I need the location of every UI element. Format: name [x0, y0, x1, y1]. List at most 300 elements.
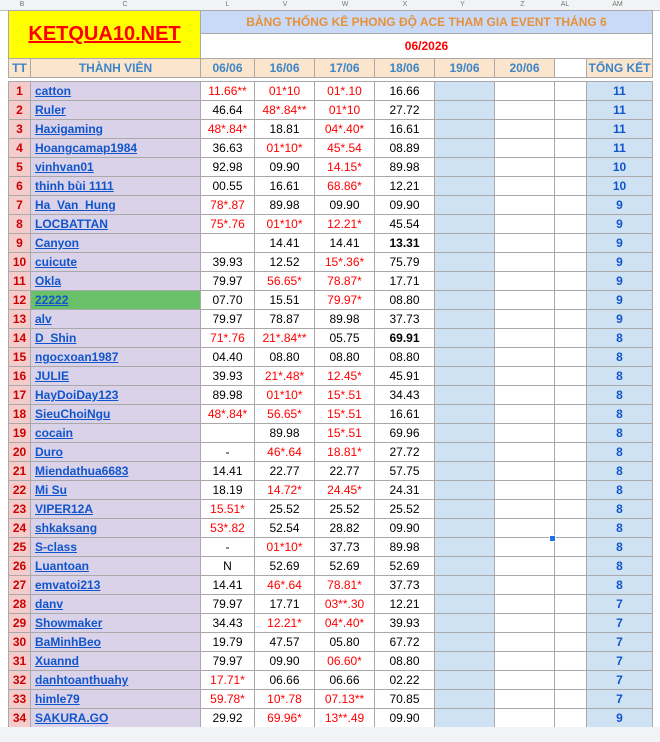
header-total[interactable]: TỔNG KẾT	[587, 59, 653, 78]
score-cell-empty[interactable]	[495, 633, 555, 652]
score-cell[interactable]: 36.63	[201, 139, 255, 158]
score-cell-empty[interactable]	[495, 101, 555, 120]
member-name[interactable]: alv	[31, 310, 201, 329]
score-cell-empty[interactable]	[435, 405, 495, 424]
score-cell-empty[interactable]	[495, 538, 555, 557]
score-cell[interactable]: 18.19	[201, 481, 255, 500]
score-cell-empty[interactable]	[495, 462, 555, 481]
row-number[interactable]: 14	[9, 329, 31, 348]
total-cell[interactable]: 8	[587, 500, 653, 519]
score-cell-empty[interactable]	[495, 234, 555, 253]
score-cell-empty[interactable]	[495, 348, 555, 367]
score-cell[interactable]: 68.86*	[315, 177, 375, 196]
total-cell[interactable]: 11	[587, 120, 653, 139]
score-cell[interactable]: 11.66**	[201, 82, 255, 101]
row-number[interactable]: 6	[9, 177, 31, 196]
member-name[interactable]: Ruler	[31, 101, 201, 120]
score-cell-empty[interactable]	[435, 671, 495, 690]
score-cell[interactable]: 75.79	[375, 253, 435, 272]
header-date-1[interactable]: 06/06	[201, 59, 255, 78]
row-number[interactable]: 13	[9, 310, 31, 329]
score-cell[interactable]: 03**.30	[315, 595, 375, 614]
score-cell[interactable]: 24.45*	[315, 481, 375, 500]
spacer-cell[interactable]	[555, 348, 587, 367]
score-cell-empty[interactable]	[495, 215, 555, 234]
score-cell[interactable]: 75*.76	[201, 215, 255, 234]
score-cell[interactable]: 39.93	[201, 367, 255, 386]
score-cell[interactable]: 71*.76	[201, 329, 255, 348]
total-cell[interactable]: 7	[587, 690, 653, 709]
score-cell[interactable]: 12.21*	[255, 614, 315, 633]
header-date-6[interactable]: 20/06	[495, 59, 555, 78]
score-cell[interactable]: 39.93	[201, 253, 255, 272]
member-name[interactable]: shkaksang	[31, 519, 201, 538]
score-cell[interactable]: 01*10*	[255, 386, 315, 405]
header-date-3[interactable]: 17/06	[315, 59, 375, 78]
score-cell[interactable]: 46.64	[201, 101, 255, 120]
score-cell[interactable]: 17.71*	[201, 671, 255, 690]
member-name[interactable]: Miendathua6683	[31, 462, 201, 481]
spacer-cell[interactable]	[555, 671, 587, 690]
score-cell-empty[interactable]	[435, 367, 495, 386]
spacer-cell[interactable]	[555, 253, 587, 272]
member-name[interactable]: ngocxoan1987	[31, 348, 201, 367]
spacer-cell[interactable]	[555, 215, 587, 234]
score-cell[interactable]: 13.31	[375, 234, 435, 253]
score-cell[interactable]: 05.75	[315, 329, 375, 348]
score-cell[interactable]: 22.77	[255, 462, 315, 481]
score-cell[interactable]: 37.73	[375, 310, 435, 329]
spacer-cell[interactable]	[555, 614, 587, 633]
score-cell-empty[interactable]	[495, 424, 555, 443]
score-cell[interactable]: 37.73	[375, 576, 435, 595]
score-cell[interactable]: 14.41	[201, 462, 255, 481]
total-cell[interactable]: 8	[587, 367, 653, 386]
col-letter-am[interactable]: AM	[612, 1, 623, 8]
score-cell[interactable]: 25.52	[255, 500, 315, 519]
score-cell[interactable]: N	[201, 557, 255, 576]
score-cell[interactable]: 29.92	[201, 709, 255, 728]
score-cell[interactable]: 14.41	[255, 234, 315, 253]
row-number[interactable]: 1	[9, 82, 31, 101]
score-cell[interactable]: 15*.51	[315, 386, 375, 405]
score-cell-empty[interactable]	[435, 481, 495, 500]
score-cell[interactable]: 53*.82	[201, 519, 255, 538]
month-cell[interactable]: 06/2026	[201, 34, 653, 59]
member-name[interactable]: himle79	[31, 690, 201, 709]
score-cell[interactable]: 28.82	[315, 519, 375, 538]
score-cell[interactable]: 25.52	[315, 500, 375, 519]
total-cell[interactable]: 8	[587, 481, 653, 500]
spacer-cell[interactable]	[555, 386, 587, 405]
score-cell[interactable]: 59.78*	[201, 690, 255, 709]
row-number[interactable]: 29	[9, 614, 31, 633]
score-cell[interactable]: 07.70	[201, 291, 255, 310]
member-name[interactable]: SieuChoiNgu	[31, 405, 201, 424]
score-cell[interactable]: 27.72	[375, 443, 435, 462]
sheet-title[interactable]: BẢNG THỐNG KÊ PHONG ĐỘ ACE THAM GIA EVENT THÁNG 6	[201, 11, 653, 34]
score-cell[interactable]: 70.85	[375, 690, 435, 709]
col-letter-y[interactable]: Y	[460, 1, 465, 8]
score-cell[interactable]: 01*.10	[315, 82, 375, 101]
spacer-cell[interactable]	[555, 690, 587, 709]
row-number[interactable]: 16	[9, 367, 31, 386]
member-name[interactable]: Canyon	[31, 234, 201, 253]
score-cell-empty[interactable]	[435, 538, 495, 557]
score-cell[interactable]: 56.65*	[255, 272, 315, 291]
score-cell[interactable]: 02.22	[375, 671, 435, 690]
score-cell[interactable]: 12.45*	[315, 367, 375, 386]
score-cell-empty[interactable]	[495, 329, 555, 348]
brand-logo-cell[interactable]	[9, 11, 201, 59]
member-name[interactable]: Luantoan	[31, 557, 201, 576]
score-cell[interactable]: 89.98	[255, 196, 315, 215]
total-cell[interactable]: 8	[587, 329, 653, 348]
row-number[interactable]: 17	[9, 386, 31, 405]
row-number[interactable]: 3	[9, 120, 31, 139]
member-name[interactable]: cocain	[31, 424, 201, 443]
spacer-cell[interactable]	[555, 59, 587, 78]
score-cell[interactable]: 22.77	[315, 462, 375, 481]
spacer-cell[interactable]	[555, 709, 587, 728]
total-cell[interactable]: 8	[587, 443, 653, 462]
score-cell[interactable]: 79.97	[201, 595, 255, 614]
member-name[interactable]: 22222	[31, 291, 201, 310]
score-cell-empty[interactable]	[495, 443, 555, 462]
score-cell[interactable]: 12.52	[255, 253, 315, 272]
score-cell[interactable]: 14.41	[315, 234, 375, 253]
score-cell[interactable]	[201, 234, 255, 253]
score-cell-empty[interactable]	[495, 595, 555, 614]
score-cell-empty[interactable]	[435, 519, 495, 538]
spacer-cell[interactable]	[555, 196, 587, 215]
score-cell[interactable]: 04*.40*	[315, 120, 375, 139]
score-cell[interactable]: 15.51*	[201, 500, 255, 519]
member-name[interactable]: Showmaker	[31, 614, 201, 633]
score-cell[interactable]: 06.60*	[315, 652, 375, 671]
score-cell-empty[interactable]	[435, 253, 495, 272]
row-number[interactable]: 12	[9, 291, 31, 310]
score-cell[interactable]: 21*.84**	[255, 329, 315, 348]
row-number[interactable]: 9	[9, 234, 31, 253]
col-letter-w[interactable]: W	[341, 1, 349, 8]
score-cell-empty[interactable]	[495, 481, 555, 500]
spacer-cell[interactable]	[555, 633, 587, 652]
score-cell[interactable]: 79.97	[201, 652, 255, 671]
total-cell[interactable]: 8	[587, 462, 653, 481]
header-date-4[interactable]: 18/06	[375, 59, 435, 78]
total-cell[interactable]: 7	[587, 671, 653, 690]
score-cell-empty[interactable]	[435, 234, 495, 253]
score-cell-empty[interactable]	[495, 158, 555, 177]
score-cell-empty[interactable]	[435, 500, 495, 519]
member-name[interactable]: Xuannd	[31, 652, 201, 671]
total-cell[interactable]: 8	[587, 519, 653, 538]
total-cell[interactable]: 7	[587, 595, 653, 614]
col-letter-z[interactable]: Z	[520, 1, 525, 8]
score-cell[interactable]: 01*10*	[255, 538, 315, 557]
score-cell[interactable]: 92.98	[201, 158, 255, 177]
score-cell[interactable]: 45.91	[375, 367, 435, 386]
score-cell[interactable]: 06.66	[315, 671, 375, 690]
score-cell[interactable]: 00.55	[201, 177, 255, 196]
total-cell[interactable]: 9	[587, 291, 653, 310]
member-name[interactable]: thinh bùi 1111	[31, 177, 201, 196]
member-name[interactable]: Hoangcamap1984	[31, 139, 201, 158]
score-cell[interactable]: 52.69	[315, 557, 375, 576]
score-cell[interactable]: 16.61	[375, 120, 435, 139]
score-cell[interactable]: 17.71	[255, 595, 315, 614]
score-cell-empty[interactable]	[435, 614, 495, 633]
score-cell[interactable]: 89.98	[255, 424, 315, 443]
spacer-cell[interactable]	[555, 234, 587, 253]
score-cell-empty[interactable]	[495, 614, 555, 633]
score-cell[interactable]: 79.97	[201, 310, 255, 329]
total-cell[interactable]: 8	[587, 557, 653, 576]
score-cell[interactable]: 08.80	[255, 348, 315, 367]
score-cell[interactable]: 37.73	[315, 538, 375, 557]
col-letter-al[interactable]: AL	[560, 1, 570, 8]
score-cell-empty[interactable]	[435, 348, 495, 367]
score-cell[interactable]: 24.31	[375, 481, 435, 500]
spacer-cell[interactable]	[555, 272, 587, 291]
total-cell[interactable]: 9	[587, 234, 653, 253]
spacer-cell[interactable]	[555, 177, 587, 196]
score-cell[interactable]: 48*.84*	[201, 120, 255, 139]
score-cell[interactable]: 78.87*	[315, 272, 375, 291]
row-number[interactable]: 34	[9, 709, 31, 728]
spacer-cell[interactable]	[555, 424, 587, 443]
spacer-cell[interactable]	[555, 310, 587, 329]
row-number[interactable]: 15	[9, 348, 31, 367]
row-number[interactable]: 23	[9, 500, 31, 519]
score-cell[interactable]: 18.81*	[315, 443, 375, 462]
row-number[interactable]: 2	[9, 101, 31, 120]
spacer-cell[interactable]	[555, 500, 587, 519]
spacer-cell[interactable]	[555, 405, 587, 424]
score-cell-empty[interactable]	[435, 633, 495, 652]
score-cell[interactable]: -	[201, 538, 255, 557]
score-cell-empty[interactable]	[495, 120, 555, 139]
row-number[interactable]: 27	[9, 576, 31, 595]
score-cell[interactable]: 19.79	[201, 633, 255, 652]
score-cell[interactable]: 52.69	[255, 557, 315, 576]
score-cell-empty[interactable]	[495, 177, 555, 196]
member-name[interactable]: S-class	[31, 538, 201, 557]
row-number[interactable]: 5	[9, 158, 31, 177]
score-cell-empty[interactable]	[495, 576, 555, 595]
score-cell-empty[interactable]	[435, 310, 495, 329]
score-cell[interactable]: 89.98	[201, 386, 255, 405]
spacer-cell[interactable]	[555, 519, 587, 538]
score-cell[interactable]: 05.80	[315, 633, 375, 652]
score-cell[interactable]: -	[201, 443, 255, 462]
score-cell[interactable]: 89.98	[315, 310, 375, 329]
row-number[interactable]: 33	[9, 690, 31, 709]
score-cell-empty[interactable]	[495, 405, 555, 424]
score-cell[interactable]: 17.71	[375, 272, 435, 291]
spacer-cell[interactable]	[555, 538, 587, 557]
score-cell-empty[interactable]	[435, 291, 495, 310]
score-cell-empty[interactable]	[495, 272, 555, 291]
spacer-cell[interactable]	[555, 101, 587, 120]
row-number[interactable]: 28	[9, 595, 31, 614]
total-cell[interactable]: 9	[587, 709, 653, 728]
score-cell-empty[interactable]	[435, 82, 495, 101]
row-number[interactable]: 25	[9, 538, 31, 557]
score-cell[interactable]: 69.96*	[255, 709, 315, 728]
total-cell[interactable]: 8	[587, 405, 653, 424]
member-name[interactable]: Duro	[31, 443, 201, 462]
row-number[interactable]: 30	[9, 633, 31, 652]
score-cell[interactable]: 25.52	[375, 500, 435, 519]
total-cell[interactable]: 9	[587, 272, 653, 291]
member-name[interactable]: LOCBATTAN	[31, 215, 201, 234]
header-date-2[interactable]: 16/06	[255, 59, 315, 78]
spacer-cell[interactable]	[555, 329, 587, 348]
col-letter-c[interactable]: C	[122, 1, 128, 8]
score-cell[interactable]: 78.81*	[315, 576, 375, 595]
row-number[interactable]: 24	[9, 519, 31, 538]
score-cell[interactable]: 09.90	[255, 158, 315, 177]
spacer-cell[interactable]	[555, 291, 587, 310]
score-cell-empty[interactable]	[495, 709, 555, 728]
row-number[interactable]: 31	[9, 652, 31, 671]
header-member[interactable]: THÀNH VIÊN	[31, 59, 201, 78]
score-cell[interactable]: 78.87	[255, 310, 315, 329]
row-number[interactable]: 8	[9, 215, 31, 234]
score-cell[interactable]: 45*.54	[315, 139, 375, 158]
row-number[interactable]: 21	[9, 462, 31, 481]
score-cell[interactable]: 09.90	[315, 196, 375, 215]
score-cell-empty[interactable]	[435, 329, 495, 348]
score-cell-empty[interactable]	[435, 386, 495, 405]
total-cell[interactable]: 8	[587, 576, 653, 595]
total-cell[interactable]: 7	[587, 652, 653, 671]
score-cell-empty[interactable]	[495, 291, 555, 310]
score-cell[interactable]: 16.61	[375, 405, 435, 424]
score-cell[interactable]: 15.51	[255, 291, 315, 310]
spacer-cell[interactable]	[555, 557, 587, 576]
score-cell[interactable]: 08.80	[375, 652, 435, 671]
row-number[interactable]: 10	[9, 253, 31, 272]
score-cell-empty[interactable]	[495, 196, 555, 215]
member-name[interactable]: SAKURA.GO	[31, 709, 201, 728]
score-cell[interactable]: 14.72*	[255, 481, 315, 500]
score-cell[interactable]: 14.15*	[315, 158, 375, 177]
score-cell[interactable]: 09.90	[375, 196, 435, 215]
score-cell[interactable]: 52.54	[255, 519, 315, 538]
score-cell[interactable]: 16.66	[375, 82, 435, 101]
score-cell[interactable]: 15*.51	[315, 405, 375, 424]
row-number[interactable]: 19	[9, 424, 31, 443]
score-cell-empty[interactable]	[495, 671, 555, 690]
row-number[interactable]: 20	[9, 443, 31, 462]
total-cell[interactable]: 7	[587, 633, 653, 652]
member-name[interactable]: Ha_Van_Hung	[31, 196, 201, 215]
score-cell[interactable]: 47.57	[255, 633, 315, 652]
member-name[interactable]: catton	[31, 82, 201, 101]
spacer-cell[interactable]	[555, 158, 587, 177]
row-number[interactable]: 22	[9, 481, 31, 500]
score-cell-empty[interactable]	[435, 690, 495, 709]
col-letter-v[interactable]: V	[282, 1, 288, 8]
score-cell[interactable]: 01*10*	[255, 215, 315, 234]
score-cell[interactable]: 89.98	[375, 538, 435, 557]
member-name[interactable]: danv	[31, 595, 201, 614]
spacer-cell[interactable]	[555, 481, 587, 500]
member-name[interactable]: JULIE	[31, 367, 201, 386]
score-cell-empty[interactable]	[435, 158, 495, 177]
score-cell[interactable]: 12.21*	[315, 215, 375, 234]
score-cell[interactable]: 13**.49	[315, 709, 375, 728]
score-cell[interactable]: 48*.84*	[201, 405, 255, 424]
score-cell-empty[interactable]	[495, 310, 555, 329]
total-cell[interactable]: 10	[587, 158, 653, 177]
score-cell-empty[interactable]	[435, 196, 495, 215]
col-letter-l[interactable]: L	[225, 1, 230, 8]
member-name[interactable]: Mi Su	[31, 481, 201, 500]
spacer-cell[interactable]	[555, 595, 587, 614]
score-cell-empty[interactable]	[435, 424, 495, 443]
score-cell[interactable]: 14.41	[201, 576, 255, 595]
score-cell-empty[interactable]	[435, 557, 495, 576]
score-cell[interactable]: 09.90	[375, 519, 435, 538]
row-number[interactable]: 4	[9, 139, 31, 158]
score-cell[interactable]: 12.21	[375, 177, 435, 196]
score-cell-empty[interactable]	[495, 519, 555, 538]
spacer-cell[interactable]	[555, 576, 587, 595]
score-cell[interactable]: 08.89	[375, 139, 435, 158]
score-cell[interactable]: 07.13**	[315, 690, 375, 709]
score-cell[interactable]: 08.80	[315, 348, 375, 367]
score-cell-empty[interactable]	[435, 215, 495, 234]
score-cell-empty[interactable]	[495, 367, 555, 386]
score-cell-empty[interactable]	[435, 462, 495, 481]
col-letter-x[interactable]: X	[402, 1, 408, 8]
header-date-5[interactable]: 19/06	[435, 59, 495, 78]
score-cell[interactable]: 46*.64	[255, 443, 315, 462]
score-cell[interactable]: 56.65*	[255, 405, 315, 424]
score-cell[interactable]: 09.90	[255, 652, 315, 671]
score-cell[interactable]: 18.81	[255, 120, 315, 139]
row-number[interactable]: 18	[9, 405, 31, 424]
score-cell[interactable]: 01*10	[255, 82, 315, 101]
score-cell[interactable]: 21*.48*	[255, 367, 315, 386]
score-cell[interactable]: 79.97	[201, 272, 255, 291]
score-cell-empty[interactable]	[435, 272, 495, 291]
score-cell[interactable]: 69.91	[375, 329, 435, 348]
member-name[interactable]: D_Shin	[31, 329, 201, 348]
total-cell[interactable]: 9	[587, 310, 653, 329]
score-cell-empty[interactable]	[495, 253, 555, 272]
score-cell-empty[interactable]	[435, 709, 495, 728]
score-cell[interactable]: 04.40	[201, 348, 255, 367]
score-cell-empty[interactable]	[495, 500, 555, 519]
score-cell-empty[interactable]	[495, 82, 555, 101]
total-cell[interactable]: 10	[587, 177, 653, 196]
score-cell-empty[interactable]	[435, 101, 495, 120]
score-cell-empty[interactable]	[435, 177, 495, 196]
total-cell[interactable]: 8	[587, 386, 653, 405]
row-number[interactable]: 11	[9, 272, 31, 291]
score-cell[interactable]	[201, 424, 255, 443]
score-cell[interactable]: 46*.64	[255, 576, 315, 595]
spacer-cell[interactable]	[555, 652, 587, 671]
spacer-cell[interactable]	[555, 462, 587, 481]
member-name[interactable]: vinhvan01	[31, 158, 201, 177]
score-cell[interactable]: 06.66	[255, 671, 315, 690]
